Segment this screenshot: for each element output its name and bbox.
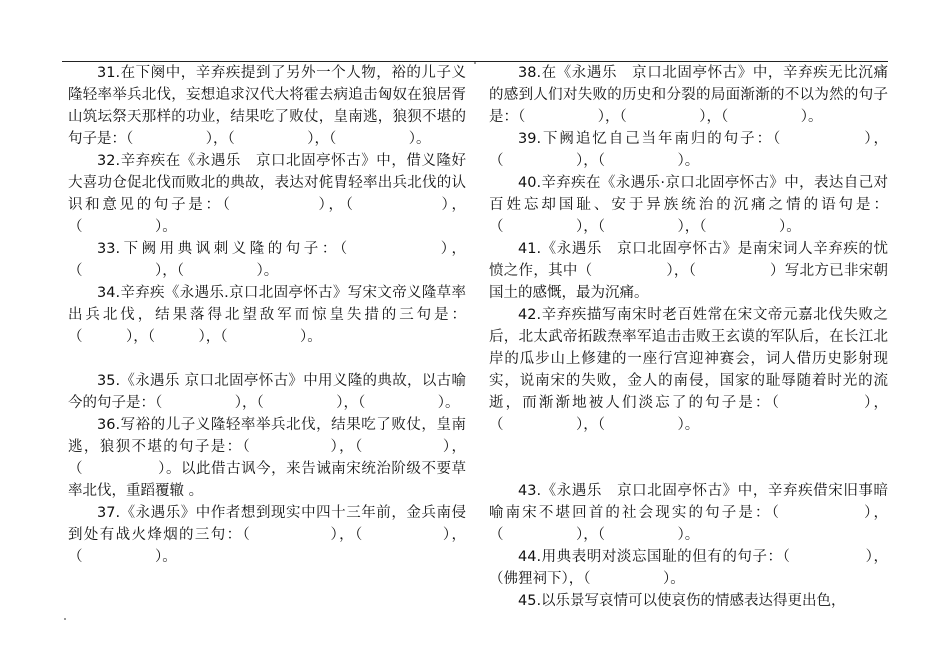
question-44: 44.用典表明对淡忘国耻的但有的句子：（ ），（佛狸祠下），（ ）。 <box>489 549 888 587</box>
question-31: 31.在下阕中，辛弃疾提到了另外一个人物，裕的儿子义隆轻率举兵北伐，妄想追求汉代大将霍去病追击匈奴在狼居胥山筑坛祭天那样的功业，结果吃了败仗，皇南逃，狼狈不堪的句子是：（ ），（ ），（ ）。 <box>68 65 466 147</box>
spacer <box>489 436 888 458</box>
spacer <box>68 348 466 370</box>
question-39: 39.下阙追忆自己当年南归的句子：（ ），（ ），（ ）。 <box>489 131 888 169</box>
corner-dot-mark <box>64 618 66 620</box>
question-45: 45.以乐景写哀情可以使哀伤的情感表达得更出色， <box>518 593 846 609</box>
question-41: 41.《永遇乐 京口北固亭怀古》是南宋词人辛弃疾的忧愤之作，其中（ ），（ ）写北方已非宋朝国土的感慨，最为沉痛。 <box>489 241 888 301</box>
question-37: 37.《永遇乐》中作者想到现实中四十三年前，金兵南侵到处有战火烽烟的三句：（ ），（ ），（ ）。 <box>68 505 466 565</box>
center-dot-mark <box>474 62 476 64</box>
question-40: 40.辛弃疾在《永遇乐·京口北固亭怀古》中，表达自己对百姓忘却国耻、安于异族统治的沉痛之情的语句是：（ ），（ ），（ ）。 <box>489 175 888 235</box>
question-34: 34.辛弃疾《永遇乐.京口北固亭怀古》写宋文帝义隆草率出兵北伐，结果落得北望敌军而惊皇失措的三句是：（ ），（ ），（ ）。 <box>68 285 466 345</box>
question-32: 32.辛弃疾在《永遇乐 京口北固亭怀古》中，借义隆好大喜功仓促北伐而败北的典故，表达对侂胄轻率出兵北伐的认识和意见的句子是：（ ），（ ），（ ）。 <box>68 153 466 235</box>
right-column <box>489 62 888 612</box>
left-column <box>68 62 466 568</box>
question-33: 33.下阙用典讽刺义隆的句子：（ ），（ ），（ ）。 <box>68 241 466 279</box>
question-35: 35.《永遇乐 京口北固亭怀古》中用义隆的典故，以古喻今的句子是：（ ），（ ），（ ）。 <box>68 373 466 411</box>
question-36: 36.写裕的儿子义隆轻率举兵北伐，结果吃了败仗，皇南逃，狼狈不堪的句子是：（ ），（ ），（ ）。以此借古讽今，来告诫南宋统治阶级不要草率北伐，重蹈覆辙 。 <box>68 417 466 499</box>
spacer <box>489 458 888 480</box>
question-42: 42.辛弃疾描写南宋时老百姓常在宋文帝元嘉北伐失败之后，北太武帝拓跋焘率军追击击败王玄谟的军队后，在长江北岸的瓜步山上修建的一座行宫迎神赛会，词人借历史影射现实，说南宋的失败，金人的南侵，国家的耻辱随着时光的流逝，而渐渐地被人们淡忘了的句子是：（ ），（ ），（ ）。 <box>489 307 888 433</box>
question-43: 43.《永遇乐 京口北固亭怀古》中，辛弃疾借宋旧事暗喻南宋不堪回首的社会现实的句子是：（ ），（ ），（ ）。 <box>489 483 888 543</box>
question-38: 38.在《永遇乐 京口北固亭怀古》中，辛弃疾无比沉痛的感到人们对失败的历史和分裂的局面渐渐的不以为然的句子是：（ ），（ ），（ ）。 <box>489 65 888 125</box>
